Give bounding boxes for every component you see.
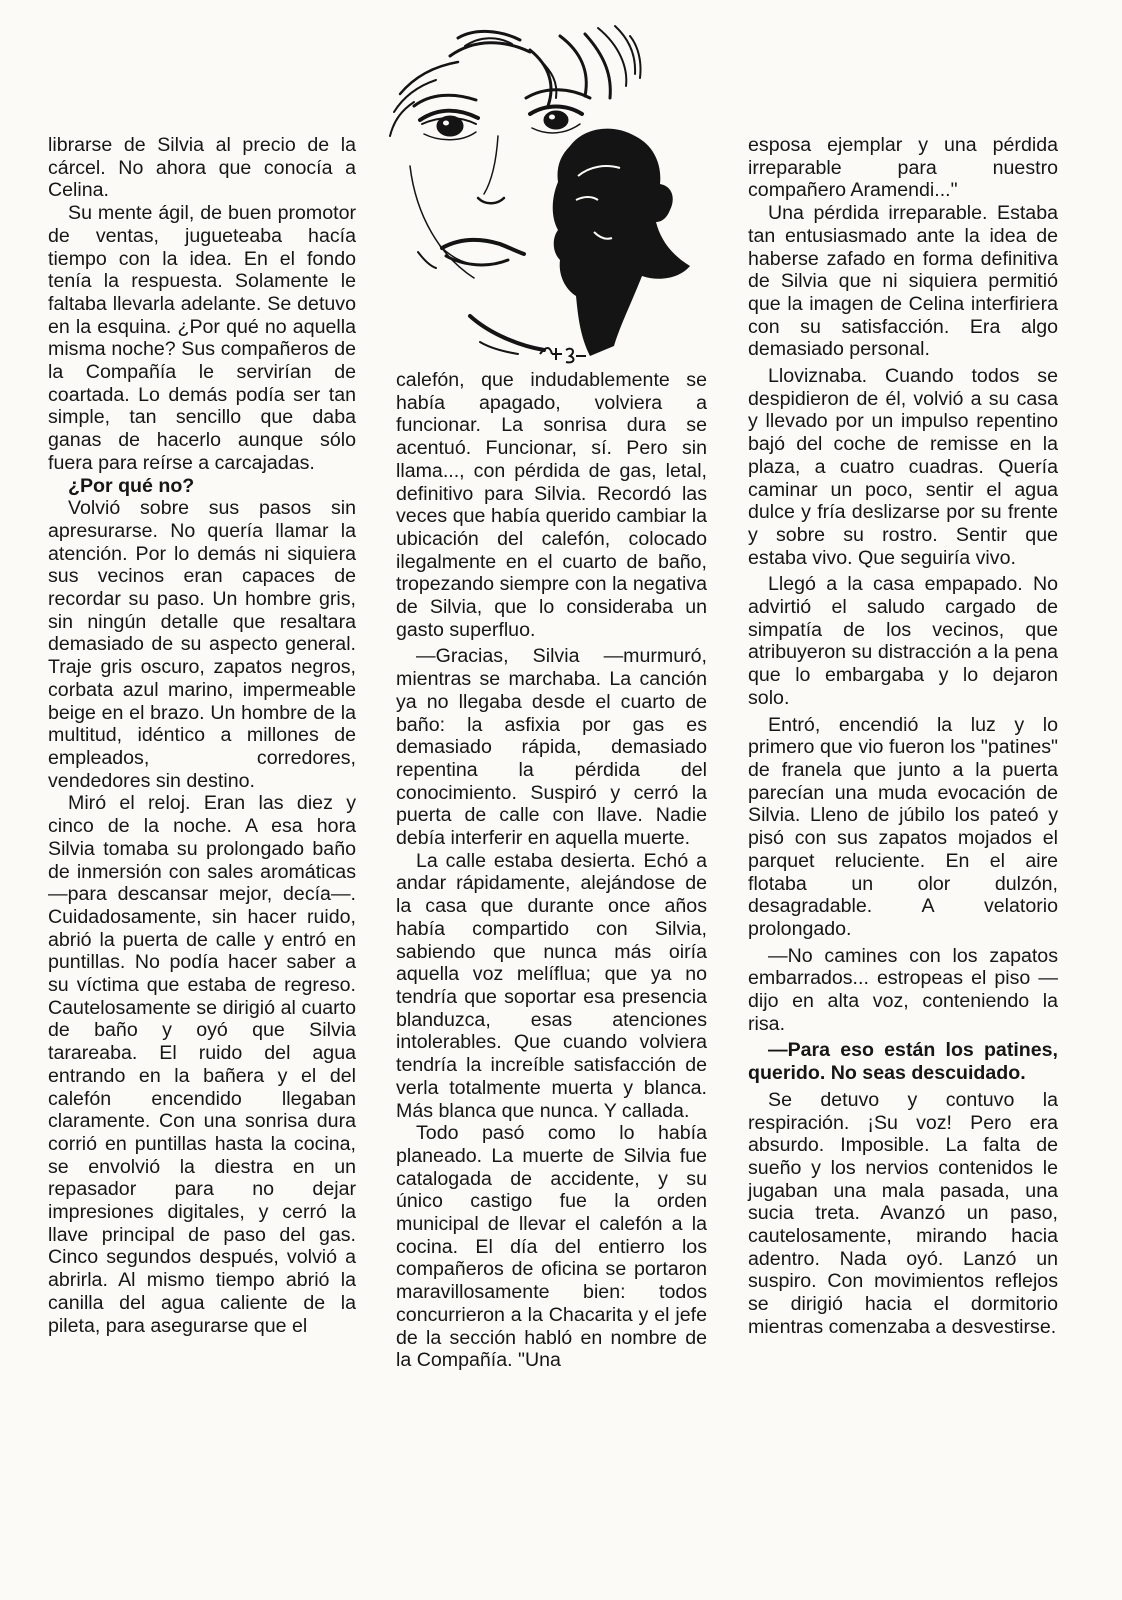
paragraph: Se detuvo y contuvo la respiración. ¡Su voz! Pero era absurdo. Imposible. La falta de sueño y los nervios contenidos le jugaban una mala pasada, una sucia treta. Avanzó un paso, cautelosamente, mirando hacia adentro. Nada oyó. Lanzó un suspiro. Con movimientos reflejos se dirigió hacia el dormitorio mientras comenzaba a desvestirse. (748, 1088, 1058, 1338)
paragraph: Volvió sobre sus pasos sin apresurarse. No quería llamar la atención. Por lo demás ni siquiera sus vecinos eran capaces de recordar su paso. Un hombre gris, sin ningún detalle que resaltara demasiado de su aspecto general. Traje gris oscuro, zapatos negros, corbata azul marino, impermeable beige en el brazo. Un hombre de la multitud, idéntico a millones de empleados, corredores, vendedores sin destino. (48, 497, 356, 792)
paragraph: —No camines con los zapatos embarrados... estropeas el piso —dijo en alta voz, conteniendo la risa. (748, 944, 1058, 1035)
text-column-2 (396, 369, 707, 1372)
bold-text: —Para eso están los patines, querido. No seas descuidado. (748, 1039, 1058, 1085)
illustration-ink-portrait-icon (380, 16, 725, 368)
paragraph: Su mente ágil, de buen promotor de ventas, jugueteaba hacía tiempo con la idea. En el fondo tenía la respuesta. Solamente le faltaba llevarla adelante. Se detuvo en la esquina. ¿Por qué no aquella misma noche? Sus compañeros de la Compañía le servirían de coartada. Lo demás podía ser tan simple, tan sencillo que daba ganas de hacerlo aunque sólo fuera para reírse a carcajadas. (48, 202, 356, 474)
bold-text: ¿Por qué no? (68, 474, 195, 497)
paragraph: Una pérdida irreparable. Estaba tan entusiasmado ante la idea de haberse zafado en forma definitiva de Silvia que ni siquiera permitió que la imagen de Celina interfiriera con su satisfacción. Era algo demasiado personal. (748, 202, 1058, 361)
paragraph: Todo pasó como lo había planeado. La muerte de Silvia fue catalogada de accidente, y su único castigo fue la orden municipal de llevar el calefón a la cocina. El día del entierro los compañeros de oficina se portaron maravillosamente bien: todos concurrieron a la Chacarita y el jefe de la sección habló en nombre de la Compañía. "Una (396, 1122, 707, 1372)
text-column-3 (748, 134, 1058, 1339)
paragraph: Miró el reloj. Eran las diez y cinco de la noche. A esa hora Silvia tomaba su prolongado baño de inmersión con sales aromáticas —para descansar mejor, decía—. Cuidadosamente, sin hacer ruido, abrió la puerta de calle y entró en puntillas. No podía hacer saber a su víctima que estaba de regreso. Cautelosamente se dirigió al cuarto de baño y oyó que Silvia tarareaba. El ruido del agua entrando en la bañera y el del calefón encendido llegaban claramente. Con una sonrisa dura corrió en puntillas hasta la cocina, se envolvió la diestra en un repasador para no dejar impresiones digitales, y cerró la llave principal de paso del gas. Cinco segundos después, volvió a abrirla. Al mismo tiempo abrió la canilla del agua caliente de la pileta, para asegurarse que el (48, 792, 356, 1337)
paragraph: librarse de Silvia al precio de la cárcel. No ahora que conocía a Celina. (48, 134, 356, 202)
paragraph: Entró, encendió la luz y lo primero que vio fueron los "patines" de franela que junto a la puerta parecían una muda evocación de Silvia. Lleno de júbilo los pateó y pisó con sus zapatos mojados el parquet reluciente. En el aire flotaba un olor dulzón, desagradable. A velatorio prolongado. (748, 713, 1058, 940)
paragraph: Llegó a la casa empapado. No advirtió el saludo cargado de simpatía de los vecinos, que atribuyeron su distracción a la pena que lo embargaba y lo dejaron solo. (748, 573, 1058, 709)
paragraph: esposa ejemplar y una pérdida irreparable para nuestro compañero Aramendi..." (748, 134, 1058, 202)
paragraph (748, 1039, 1058, 1084)
paragraph: calefón, que indudablemente se había apagado, volviera a funcionar. La sonrisa dura se acentuó. Funcionar, sí. Pero sin llama..., con pérdida de gas, letal, definitivo para Silvia. Recordó las veces que había querido cambiar la ubicación del calefón, colocado ilegalmente en el cuarto de baño, tropezando siempre con la negativa de Silvia, que lo consideraba un gasto superfluo. (396, 369, 707, 641)
paragraph: —Gracias, Silvia —murmuró, mientras se marchaba. La canción ya no llegaba desde el cuarto de baño: la asfixia por gas es demasiado rápida, demasiado repentina la pérdida del conocimiento. Suspiró y cerró la puerta de calle con llave. Nadie debía interferir en aquella muerte. (396, 645, 707, 850)
paragraph (48, 475, 356, 498)
paragraph: La calle estaba desierta. Echó a andar rápidamente, alejándose de la casa que durante once años había compartido con Silvia, sabiendo que nunca más oiría aquella voz melíflua; que ya no tendría que soportar esa presencia blanduzca, esas atenciones intolerables. Que cuando volviera tendría la increíble satisfacción de verla totalmente muerta y blanca. Más blanca que nunca. Y callada. (396, 849, 707, 1122)
text-column-1 (48, 134, 356, 1337)
paragraph: Lloviznaba. Cuando todos se despidieron de él, volvió a su casa y llevado por un impulso repentino bajó del coche de remisse en la plaza, a cuatro cuadras. Quería caminar un poco, sentir el agua dulce y fría deslizarse por su frente y sobre su rostro. Sentir que estaba vivo. Que seguiría vivo. (748, 365, 1058, 569)
